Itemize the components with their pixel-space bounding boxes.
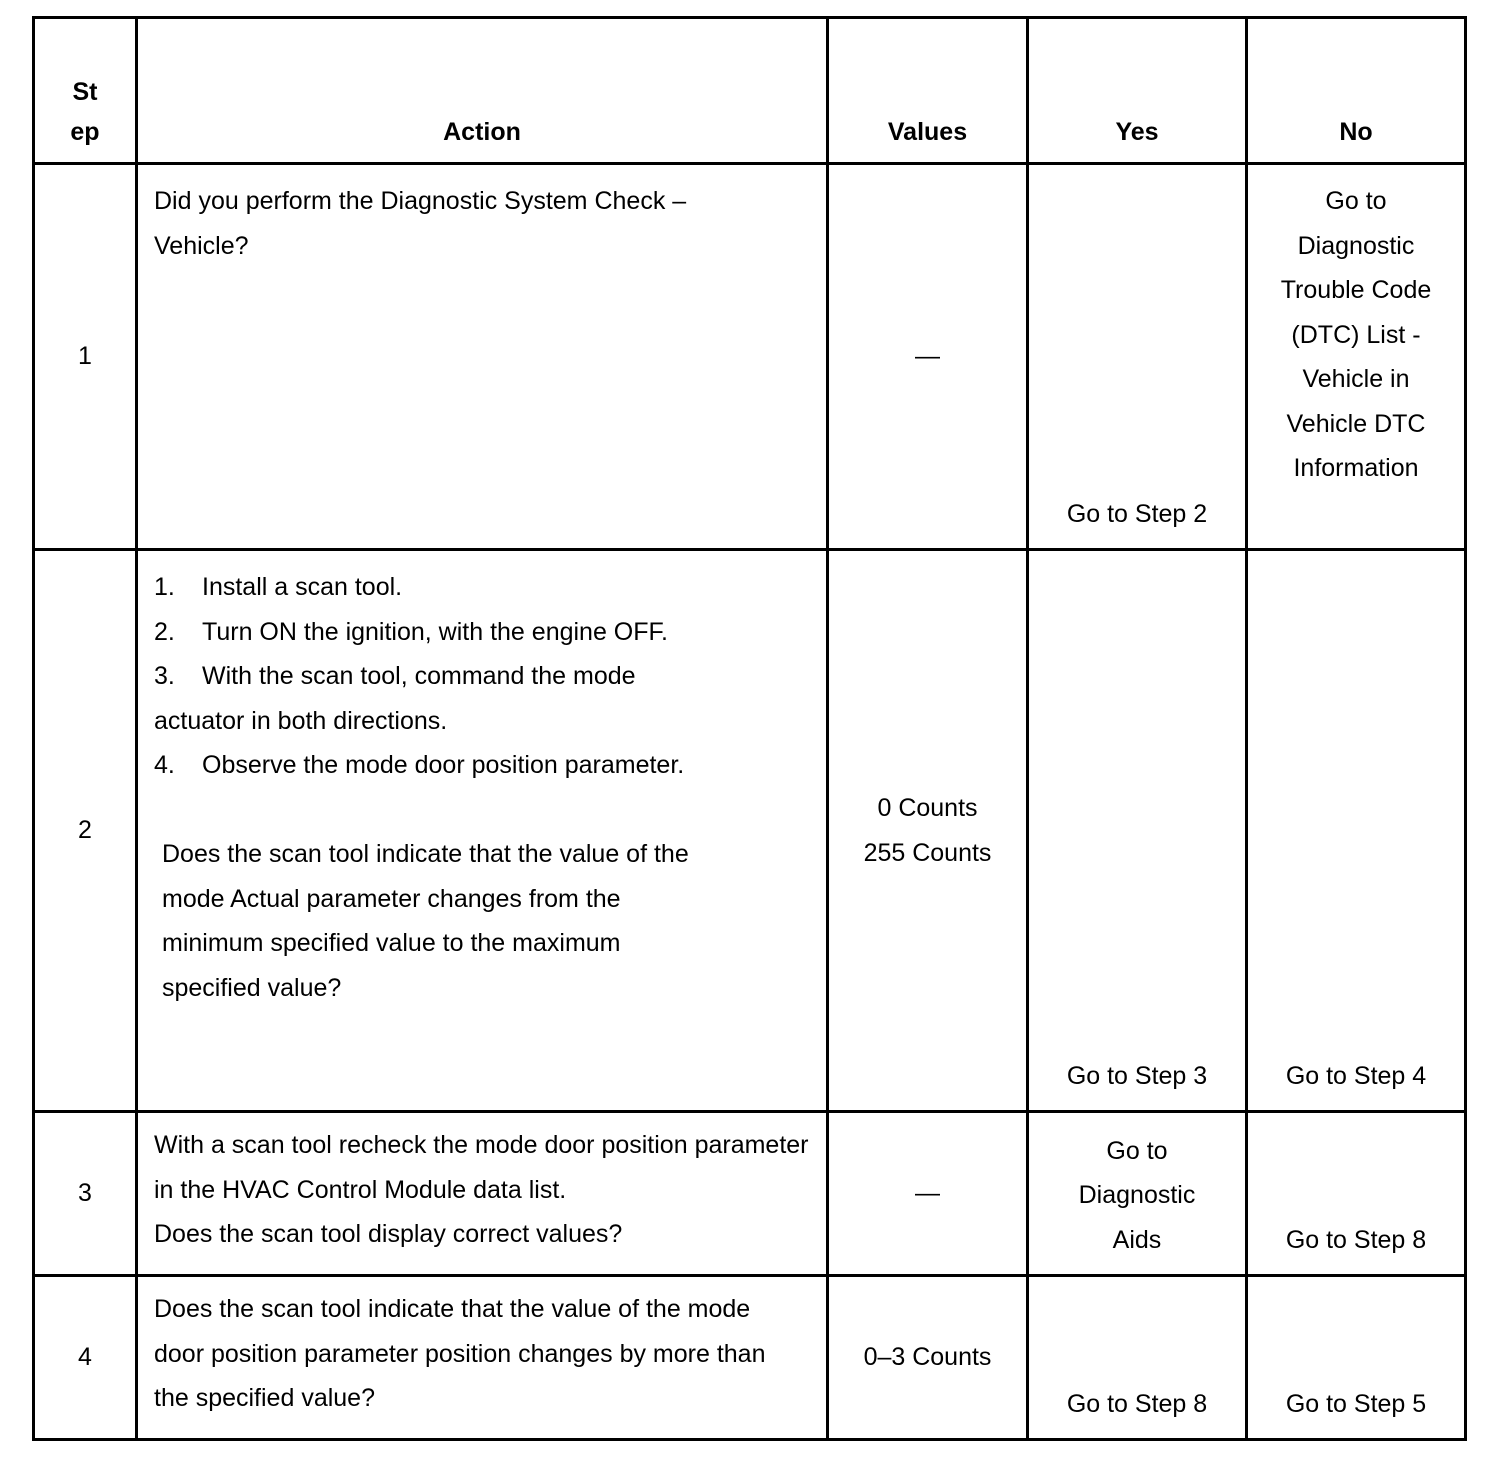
action-text xyxy=(137,1112,828,1276)
no-cell: Go to Step 8 xyxy=(1247,1112,1466,1276)
action-list-item: 2. Turn ON the ignition, with the engine OFF. xyxy=(154,617,668,646)
header-row xyxy=(34,18,1466,164)
action-list-item: 3. With the scan tool, command the mode actuator in both directions. xyxy=(154,662,636,735)
action-question: Does the scan tool indicate that the value of the mode Actual parameter changes from the minimum specified value to the maximum specified value? xyxy=(162,840,689,1002)
yes-cell: Go to Step 2 xyxy=(1028,164,1247,550)
step-number: 2 xyxy=(34,550,137,1112)
table-row xyxy=(34,550,1466,1112)
action-question: Does the scan tool display correct values? xyxy=(154,1220,623,1248)
diagnostic-table xyxy=(32,16,1467,1441)
action-text xyxy=(137,1276,828,1440)
values-line: 255 Counts xyxy=(863,838,992,867)
values-cell xyxy=(828,550,1028,1112)
no-cell: Go to Step 4 xyxy=(1247,550,1466,1112)
action-text xyxy=(137,164,828,550)
values-cell: 0–3 Counts xyxy=(828,1276,1028,1440)
yes-cell: Go to Step 8 xyxy=(1028,1276,1247,1440)
header-step: St ep xyxy=(34,18,137,164)
action-paragraph: With a scan tool recheck the mode door position parameter in the HVAC Control Module data list. xyxy=(154,1131,809,1204)
action-list-item: 1. Install a scan tool. xyxy=(154,573,403,601)
yes-cell: Go to Diagnostic Aids xyxy=(1028,1112,1247,1276)
step-number: 1 xyxy=(34,164,137,550)
action-text xyxy=(137,550,828,1112)
step-number: 4 xyxy=(34,1276,137,1440)
header-no: No xyxy=(1247,18,1466,164)
table-row xyxy=(34,164,1466,550)
values-cell: — xyxy=(828,1112,1028,1276)
action-paragraph: Did you perform the Diagnostic System Check – Vehicle? xyxy=(154,187,687,260)
values-line: 0 Counts xyxy=(877,794,978,822)
table-row xyxy=(34,1112,1466,1276)
header-action: Action xyxy=(137,18,828,164)
header-values: Values xyxy=(828,18,1028,164)
no-cell: Go to Step 5 xyxy=(1247,1276,1466,1440)
values-cell: — xyxy=(828,164,1028,550)
action-paragraph: Does the scan tool indicate that the value of the mode door position parameter position changes by more than the specified value? xyxy=(154,1295,766,1412)
no-cell: Go to Diagnostic Trouble Code (DTC) List - Vehicle in Vehicle DTC Information xyxy=(1247,164,1466,550)
action-list-item: 4. Observe the mode door position parameter. xyxy=(154,751,685,779)
table-row xyxy=(34,1276,1466,1440)
yes-cell: Go to Step 3 xyxy=(1028,550,1247,1112)
header-yes: Yes xyxy=(1028,18,1247,164)
step-number: 3 xyxy=(34,1112,137,1276)
